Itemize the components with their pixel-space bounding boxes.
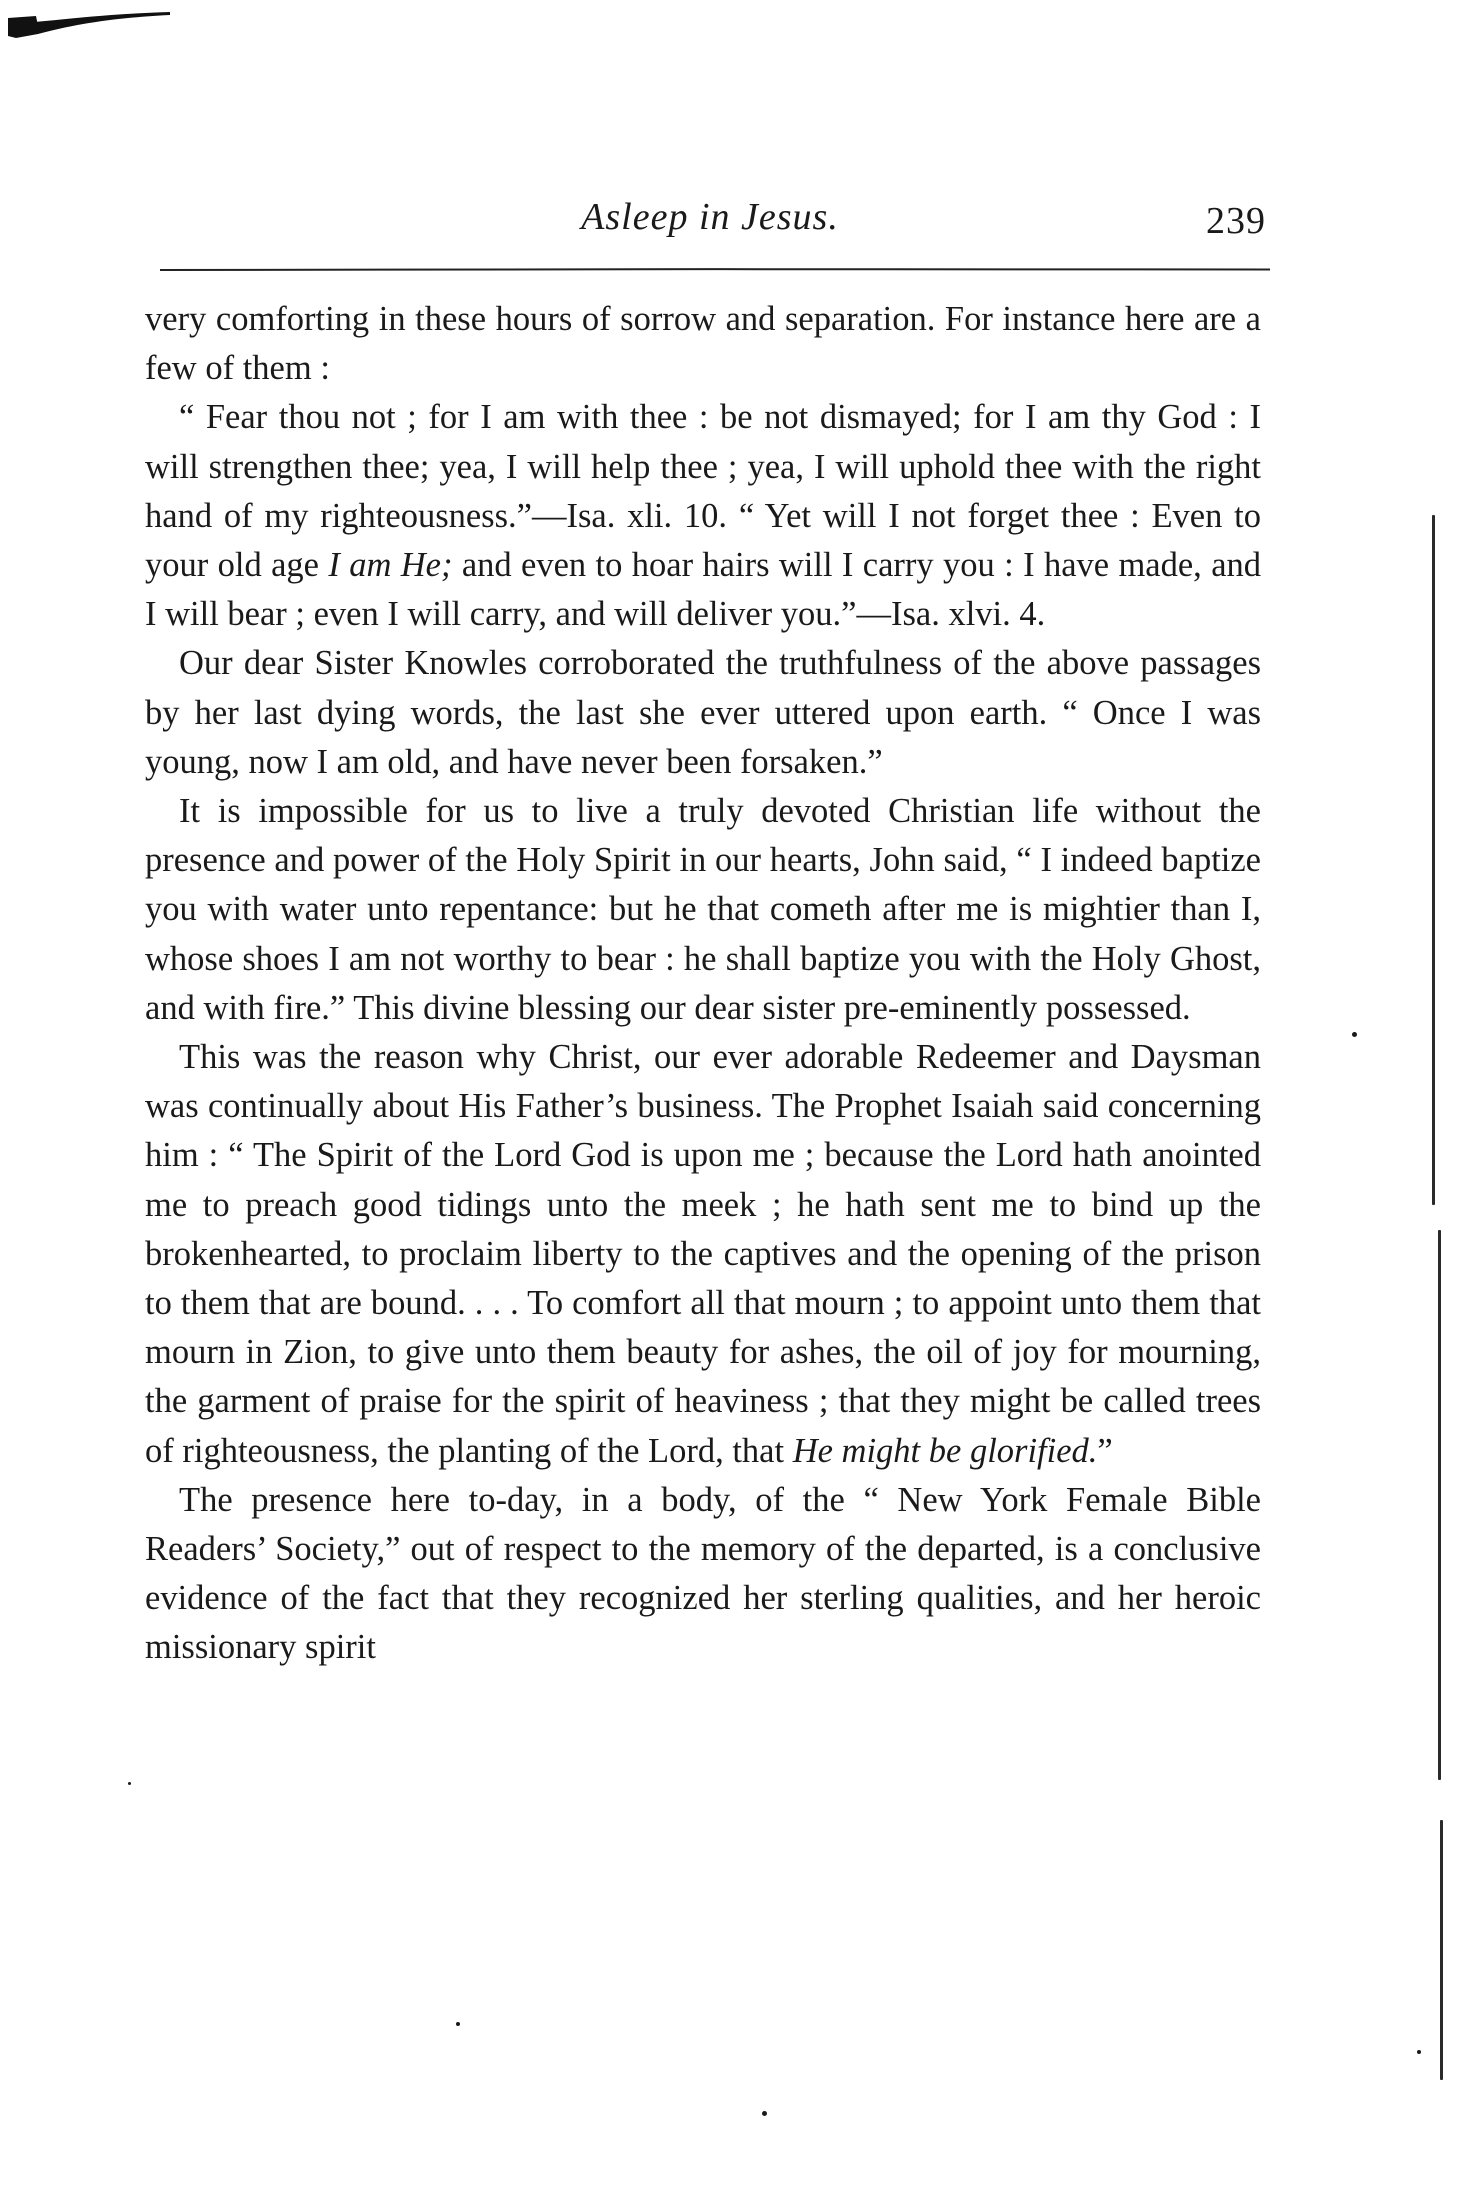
paragraph-5-italic: He might be glorified. bbox=[792, 1431, 1098, 1470]
scan-speck bbox=[1417, 2050, 1421, 2054]
body-text bbox=[145, 295, 1261, 1673]
paragraph-3: Our dear Sister Knowles corroborated the truthfulness of the above passages by her last dying words, the last she ever uttered upon earth. “ Once I was young, now I am old, and have never been forsaken.” bbox=[145, 644, 1261, 781]
paragraph-2-italic: I am He; bbox=[328, 546, 453, 585]
corner-ink-mark bbox=[8, 4, 170, 38]
paragraph-2-text-b: and even to hoar hairs will I carry you : I have made, and I will bear ; even I will carry, and will deliver you.”—Isa. xlvi. 4. bbox=[145, 546, 1262, 634]
header-rule bbox=[160, 268, 1270, 271]
scan-speck bbox=[128, 1782, 131, 1785]
scan-speck bbox=[762, 2111, 767, 2116]
scan-edge-mark bbox=[1440, 1820, 1443, 2080]
scan-speck bbox=[1352, 1032, 1357, 1037]
paragraph-1: very comforting in these hours of sorrow and separation. For instance here are a few of them : bbox=[145, 300, 1261, 388]
paragraph-6: The presence here to-day, in a body, of the “ New York Female Bible Readers’ Society,” out of respect to the memory of the departed, is a conclusive evidence of the fact that they recognized her sterling qualities, and her heroic missionary spirit bbox=[145, 1480, 1261, 1667]
running-head bbox=[140, 195, 1280, 245]
scan-speck bbox=[456, 2022, 460, 2026]
scan-edge-mark bbox=[1432, 515, 1435, 1205]
running-title: Asleep in Jesus. bbox=[581, 196, 839, 238]
paragraph-5-text-b: ” bbox=[1097, 1431, 1113, 1470]
page-number: 239 bbox=[1206, 200, 1266, 242]
paragraph-4: It is impossible for us to live a truly devoted Christian life without the presence and power of the Holy Spirit in our hearts, John said, “ I indeed baptize you with water unto repentance: but he that cometh after me is mightier than I, whose shoes I am not worthy to bear : he shall baptize you with the Holy Ghost, and with fire.” This divine blessing our dear sister pre-eminently possessed. bbox=[145, 792, 1261, 1027]
paragraph-2-text-a: “ Fear thou not ; for I am with thee : be not dismayed; for I am thy God : I will strengthen thee; yea, I will help thee ; yea, I will uphold thee with the right hand of my righteousness.”—Isa. xli. 10. “ Yet will I not forget thee : Even to your old age bbox=[145, 398, 1261, 585]
scan-edge-mark bbox=[1438, 1230, 1441, 1780]
paragraph-5 bbox=[145, 1033, 1261, 1476]
paragraph-2 bbox=[145, 393, 1261, 639]
paragraph-5-text-a: This was the reason why Christ, our ever adorable Redeemer and Daysman was continually about His Father’s business. The Prophet Isaiah said concerning him : “ The Spirit of the Lord God is upon me ; because the Lord hath anointed me to preach good tidings unto the meek ; he hath sent me to bind up the brokenhearted, to proclaim liberty to the captives and the opening of the prison to them that are bound. . . . To comfort all that mourn ; to appoint unto them that mourn in Zion, to give unto them beauty for ashes, the oil of joy for mourning, the garment of praise for the spirit of heaviness ; that they might be called trees of righteousness, the planting of the Lord, that bbox=[145, 1038, 1261, 1470]
